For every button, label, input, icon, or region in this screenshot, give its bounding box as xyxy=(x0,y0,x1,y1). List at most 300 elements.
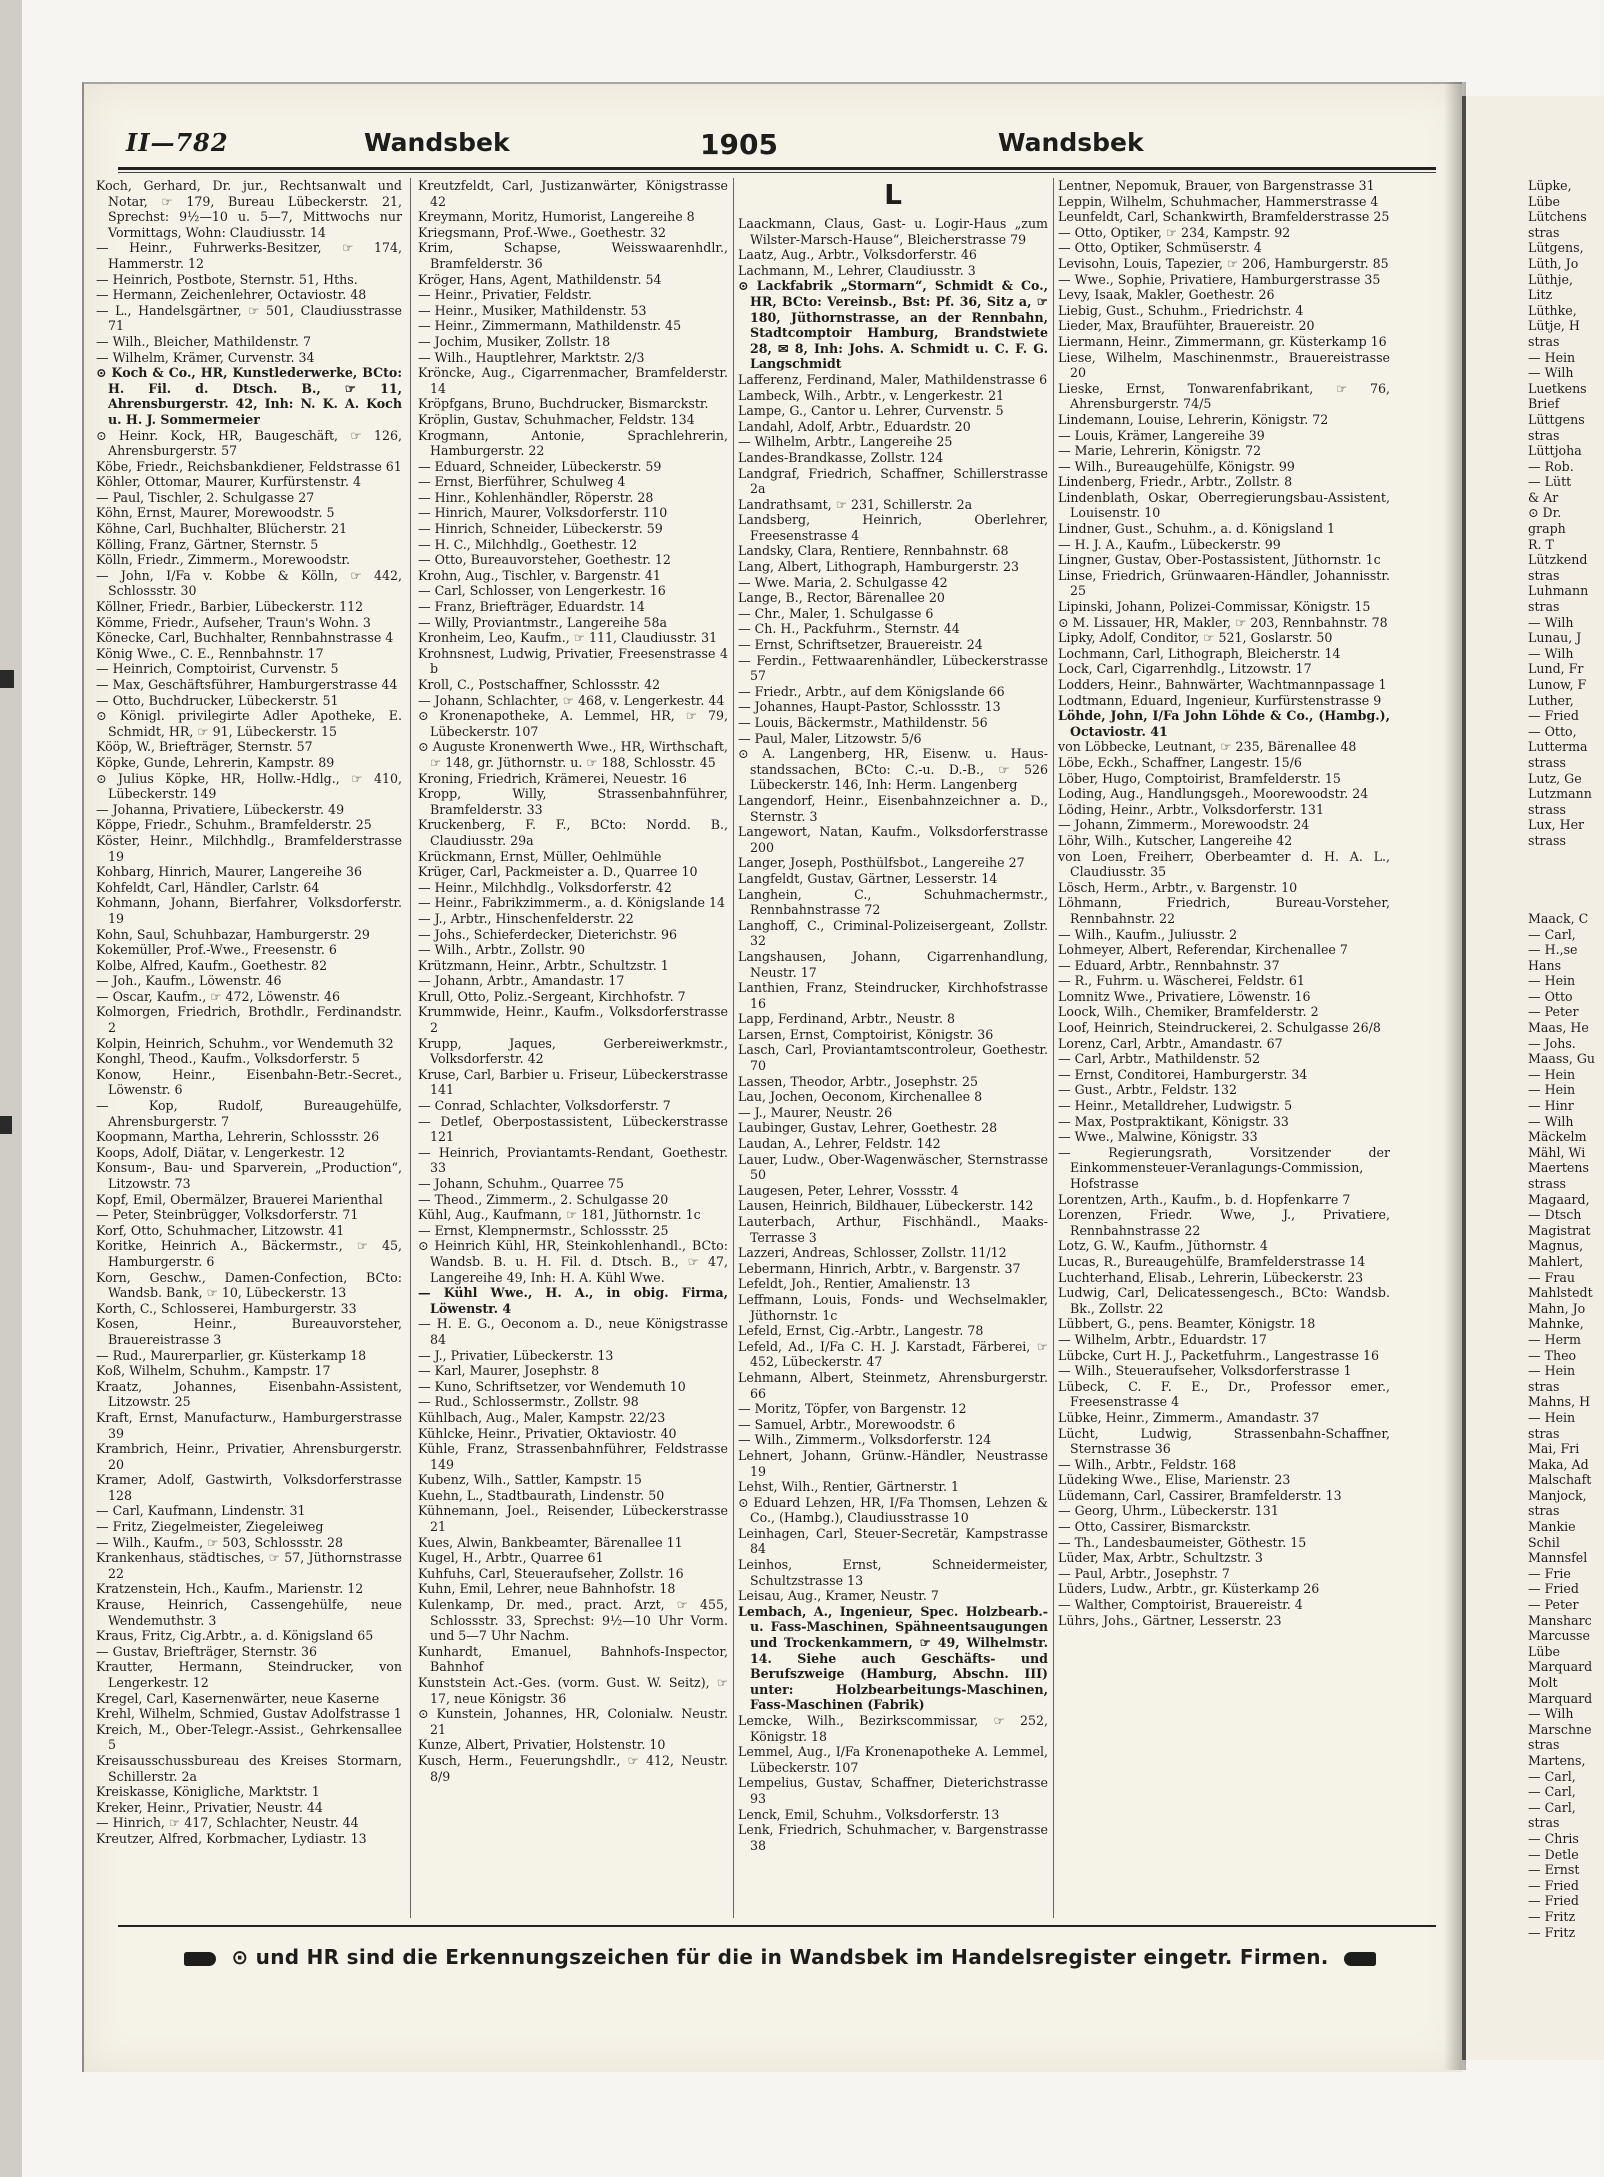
fragment-line: Magistrat xyxy=(1528,1222,1591,1238)
directory-entry: Lieske, Ernst, Tonwarenfabrikant, ☞ 76, Ahrensburgerstr. 74/5 xyxy=(1058,380,1390,412)
scan-mark xyxy=(0,1116,12,1134)
column-3-entries xyxy=(738,216,1048,1853)
directory-entry: — Moritz, Töpfer, von Bargenstr. 12 xyxy=(738,1401,967,1417)
directory-entry: Koopmann, Martha, Lehrerin, Schlossstr. 26 xyxy=(96,1129,380,1145)
directory-entry: Kokemüller, Prof.-Wwe., Freesenstr. 6 xyxy=(96,942,337,958)
directory-entry: Kusch, Herm., Feuerungshdlr., ☞ 412, Neustr. 8/9 xyxy=(418,1752,728,1784)
directory-entry: Liermann, Heinr., Zimmermann, gr. Küsterkamp 16 xyxy=(1058,333,1387,349)
directory-entry: — Wwe., Malwine, Königstr. 33 xyxy=(1058,1129,1258,1145)
fragment-line: Lüthke, xyxy=(1528,302,1577,318)
column-divider xyxy=(1053,178,1054,1918)
directory-entry: Leffmann, Louis, Fonds- und Wechselmakler, Jüthornstr. 1c xyxy=(738,1291,1048,1323)
directory-entry: — Heinr., Fabrikzimmerm., a. d. Königslande 14 xyxy=(418,895,726,911)
directory-entry: Lübke, Heinr., Zimmerm., Amandastr. 37 xyxy=(1058,1409,1320,1425)
directory-entry: Kulenkamp, Dr. med., pract. Arzt, ☞ 455, Schlossstr. 33, Sprechst: 9½—10 Uhr Vorm. und 5—7 Uhr Nachm. xyxy=(418,1597,728,1644)
fragment-line: — H.,se xyxy=(1528,942,1578,958)
directory-entry: Lehst, Wilh., Rentier, Gärtnerstr. 1 xyxy=(738,1479,959,1495)
directory-entry: — Heinrich, Postbote, Sternstr. 51, Hths. xyxy=(96,271,358,287)
fragment-line: — Carl, xyxy=(1528,926,1576,942)
directory-entry: — Carl, Schlosser, von Lengerkestr. 16 xyxy=(418,583,666,599)
directory-entry: — H. C., Milchhdlg., Goethestr. 12 xyxy=(418,536,638,552)
directory-entry: Lachmann, M., Lehrer, Claudiusstr. 3 xyxy=(738,262,976,278)
directory-entry: Kreker, Heinr., Privatier, Neustr. 44 xyxy=(96,1799,323,1815)
fragment-line: — Wilh xyxy=(1528,614,1574,630)
fragment-line: — Fried xyxy=(1528,1877,1579,1893)
directory-entry: Lanthien, Franz, Steindrucker, Kirchhofstrasse 16 xyxy=(738,980,1048,1011)
directory-entry: — Wilh., Bureaugehülfe, Königstr. 99 xyxy=(1058,458,1295,474)
fragment-line: Brief xyxy=(1528,396,1560,412)
fragment-line: — Hinr xyxy=(1528,1098,1574,1114)
directory-entry: Lüdemann, Carl, Cassirer, Bramfelderstr. 13 xyxy=(1058,1487,1342,1503)
directory-entry: — H. J. A., Kaufm., Lübeckerstr. 99 xyxy=(1058,536,1281,552)
fragment-line: graph xyxy=(1528,521,1566,537)
directory-entry: — J., Arbtr., Hinschenfelderstr. 22 xyxy=(418,910,634,926)
directory-entry: Loof, Heinrich, Steindruckerei, 2. Schulgasse 26/8 xyxy=(1058,1020,1381,1036)
footer-text: ⊙ und HR sind die Erkennungszeichen für die in Wandsbek im Handelsregister eingetr. Firmen. xyxy=(231,1945,1329,1969)
directory-entry: ⊙ Lackfabrik „Stormarn“, Schmidt & Co., HR, BCto: Vereinsb., Bst: Pf. 36, Sitz a, ☞ 180, Jüthornstrasse, an der Rennbahn, Stadtcomptoir Hamburg, Brandstwiete 28, ✉ 8, Inh: Johs. A. Schmidt u. C. F. G. Langschmidt xyxy=(738,278,1048,372)
directory-entry: Leisau, Aug., Kramer, Neustr. 7 xyxy=(738,1588,939,1604)
directory-entry: ⊙ M. Lissauer, HR, Makler, ☞ 203, Rennbahnstr. 78 xyxy=(1058,614,1388,630)
directory-entry: — Ernst, Conditorei, Hamburgerstr. 34 xyxy=(1058,1066,1308,1082)
directory-entry: Lohmeyer, Albert, Referendar, Kirchenallee 7 xyxy=(1058,942,1348,958)
fragment-line: — Hein xyxy=(1528,973,1576,989)
directory-entry: Löhmann, Friedrich, Bureau-Vorsteher, Rennbahnstr. 22 xyxy=(1058,895,1390,926)
fragment-line: R. T xyxy=(1528,536,1554,552)
fragment-line: Schil xyxy=(1528,1534,1560,1550)
fragment-line: Lutzmann xyxy=(1528,786,1592,802)
directory-entry: Liebig, Gust., Schuhm., Friedrichstr. 4 xyxy=(1058,302,1304,318)
directory-entry: ⊙ Eduard Lehzen, HR, I/Fa Thomsen, Lehzen & Co., (Hambg.), Claudiusstrasse 10 xyxy=(738,1494,1048,1526)
fragment-line: — Frie xyxy=(1528,1565,1571,1581)
directory-entry: Lau, Jochen, Oeconom, Kirchenallee 8 xyxy=(738,1089,983,1105)
directory-entry: — Louis, Krämer, Langereihe 39 xyxy=(1058,427,1265,443)
fragment-line: stras xyxy=(1528,1425,1560,1441)
directory-entry: Korf, Otto, Schuhmacher, Litzowstr. 41 xyxy=(96,1222,345,1238)
fragment-line: Maass, Gu xyxy=(1528,1051,1596,1067)
directory-entry: ⊙ Koch & Co., HR, Kunstlederwerke, BCto: H. Fil. d. Dtsch. B., ☞ 11, Ahrensburgerstr. 42, Inh: N. K. A. Koch u. H. J. Sommermeier xyxy=(96,365,402,427)
directory-entry: — Johannes, Haupt-Pastor, Schlossstr. 13 xyxy=(738,699,1001,715)
directory-entry: Krambrich, Heinr., Privatier, Ahrensburgerstr. 20 xyxy=(96,1441,402,1472)
directory-entry: — Max, Geschäftsführer, Hamburgerstrasse 44 xyxy=(96,677,398,692)
directory-entry: — Karl, Maurer, Josephstr. 8 xyxy=(418,1363,600,1379)
fragment-line: Mankie xyxy=(1528,1519,1576,1535)
directory-entry: Kröpfgans, Bruno, Buchdrucker, Bismarckstr. xyxy=(418,396,709,412)
directory-entry: — Otto, Bureauvorsteher, Goethestr. 12 xyxy=(418,552,671,568)
directory-entry: ⊙ A. Langenberg, HR, Eisenw. u. Haus-standssachen, BCto: C.-u. D.-B., ☞ 526 Lübeckerstr. 146, Inh: Herm. Langenberg xyxy=(738,746,1048,793)
directory-entry: Lassen, Theodor, Arbtr., Josephstr. 25 xyxy=(738,1073,978,1089)
fragment-line: stras xyxy=(1528,427,1560,443)
directory-entry: ⊙ Kunstein, Johannes, HR, Colonialw. Neustr. 21 xyxy=(418,1706,728,1737)
directory-entry: Leinhagen, Carl, Steuer-Secretär, Kampstrasse 84 xyxy=(738,1525,1048,1557)
directory-entry: Lodders, Heinr., Bahnwärter, Wachtmannpassage 1 xyxy=(1058,677,1387,692)
directory-entry: Kreich, M., Ober-Telegr.-Assist., Gehrkensallee 5 xyxy=(96,1721,402,1753)
directory-entry: ⊙ Auguste Kronenwerth Wwe., HR, Wirthschaft, ☞ 148, gr. Jüthornstr. u. ☞ 188, Schlosstr. 45 xyxy=(418,739,728,770)
directory-entry: — Wilh., Steueraufseher, Volksdorferstrasse 1 xyxy=(1058,1363,1352,1379)
fragment-line: — Wilh xyxy=(1528,365,1574,381)
fragment-line: — Fritz xyxy=(1528,1908,1576,1924)
directory-entry: Kubenz, Wilh., Sattler, Kampstr. 15 xyxy=(418,1472,642,1488)
fragment-line: Lunow, F xyxy=(1528,677,1587,692)
fragment-line: — Peter xyxy=(1528,1004,1579,1020)
directory-entry: Lindemann, Louise, Lehrerin, Königstr. 72 xyxy=(1058,411,1329,427)
fragment-line: — Dtsch xyxy=(1528,1207,1582,1223)
directory-entry: Lafferenz, Ferdinand, Maler, Mathildenstrasse 6 xyxy=(738,371,1048,387)
directory-entry: Kruckenberg, F. F., BCto: Nordd. B., Claudiusstr. 29a xyxy=(418,817,728,848)
directory-entry: Kölling, Franz, Gärtner, Sternstr. 5 xyxy=(96,536,319,552)
header-city-right: Wandsbek xyxy=(998,128,1144,157)
directory-entry: Kratzenstein, Hch., Kaufm., Marienstr. 12 xyxy=(96,1581,364,1597)
directory-entry: — Louis, Bäckermstr., Mathildenstr. 56 xyxy=(738,715,988,730)
fragment-line: Mähl, Wi xyxy=(1528,1144,1586,1160)
directory-entry: — Otto, Buchdrucker, Lübeckerstr. 51 xyxy=(96,692,339,708)
directory-entry: Lentner, Nepomuk, Brauer, von Bargenstrasse 31 xyxy=(1058,178,1375,193)
directory-entry: Lieder, Max, Braufühter, Brauereistr. 20 xyxy=(1058,318,1315,334)
fragment-line: Lux, Her xyxy=(1528,817,1585,833)
directory-entry: — J., Privatier, Lübeckerstr. 13 xyxy=(418,1347,614,1363)
directory-entry: — Ch. H., Packfuhrm., Sternstr. 44 xyxy=(738,621,960,637)
directory-entry: Köhn, Ernst, Maurer, Morewoodstr. 5 xyxy=(96,505,335,521)
directory-entry: Krüger, Carl, Packmeister a. D., Quarree 10 xyxy=(418,864,698,880)
directory-entry: Kreutzfeldt, Carl, Justizanwärter, Königstrasse 42 xyxy=(418,178,728,209)
scan-mark xyxy=(0,670,14,688)
fragment-line: — Fritz xyxy=(1528,1924,1576,1940)
directory-entry: Krehl, Wilhelm, Schmied, Gustav Adolfstrasse 1 xyxy=(96,1706,402,1722)
directory-entry: Kolmorgen, Friedrich, Brothdlr., Ferdinandstr. 2 xyxy=(96,1004,402,1036)
directory-entry: — Fritz, Ziegelmeister, Ziegeleiweg xyxy=(96,1519,324,1535)
directory-entry: — Rud., Schlossermstr., Zollstr. 98 xyxy=(418,1394,639,1410)
directory-entry: Kruse, Carl, Barbier u. Friseur, Lübeckerstrasse 141 xyxy=(418,1066,728,1098)
fragment-line: Maka, Ad xyxy=(1528,1456,1589,1472)
fragment-line: — Hein xyxy=(1528,1066,1576,1082)
directory-entry: Kööp, W., Briefträger, Sternstr. 57 xyxy=(96,739,313,755)
directory-entry: Korth, C., Schlosserei, Hamburgerstr. 33 xyxy=(96,1300,357,1316)
directory-entry: — Carl, Kaufmann, Lindenstr. 31 xyxy=(96,1503,306,1519)
directory-entry: Laackmann, Claus, Gast- u. Logir-Haus „zum Wilster-Marsch-Hause“, Bleicherstrasse 79 xyxy=(738,216,1048,247)
directory-entry: Lauer, Ludw., Ober-Wagenwäscher, Sternstrasse 50 xyxy=(738,1151,1048,1183)
directory-entry: Koritke, Heinrich A., Bäckermstr., ☞ 45, Hamburgerstr. 6 xyxy=(96,1238,402,1269)
directory-entry: Kraus, Fritz, Cig.Arbtr., a. d. Königsland 65 xyxy=(96,1628,374,1644)
directory-entry: Lenk, Friedrich, Schuhmacher, v. Bargenstrasse 38 xyxy=(738,1822,1048,1853)
directory-entry: Landsberg, Heinrich, Oberlehrer, Freesenstrasse 4 xyxy=(738,512,1048,543)
directory-entry: — Max, Postpraktikant, Königstr. 33 xyxy=(1058,1113,1289,1129)
directory-entry: Köppe, Friedr., Schuhm., Bramfelderstr. 25 xyxy=(96,817,372,833)
directory-entry: Konghl, Theod., Kaufm., Volksdorferstr. 5 xyxy=(96,1051,360,1067)
directory-entry: — Paul, Maler, Litzowstr. 5/6 xyxy=(738,730,922,746)
directory-entry: Krogmann, Antonie, Sprachlehrerin, Hamburgerstr. 22 xyxy=(418,427,728,459)
directory-entry: Koß, Wilhelm, Schuhm., Kampstr. 17 xyxy=(96,1363,331,1379)
directory-entry: Kregel, Carl, Kasernenwärter, neue Kaserne xyxy=(96,1690,380,1706)
directory-entry: Lingner, Gustav, Ober-Postassistent, Jüthornstr. 1c xyxy=(1058,552,1381,568)
directory-entry: — Kuno, Schriftsetzer, vor Wendemuth 10 xyxy=(418,1378,686,1394)
directory-entry: Levisohn, Louis, Tapezier, ☞ 206, Hamburgerstr. 85 xyxy=(1058,255,1389,271)
column-divider xyxy=(410,178,411,1918)
fragment-line: Lütgens, xyxy=(1528,240,1584,256)
fragment-line xyxy=(1528,849,1600,865)
fragment-line: Maas, He xyxy=(1528,1020,1589,1036)
directory-entry: — Ernst, Klempnermstr., Schlossstr. 25 xyxy=(418,1222,669,1238)
directory-entry: Kröger, Hans, Agent, Mathildenstr. 54 xyxy=(418,271,662,287)
directory-entry: Kramer, Adolf, Gastwirth, Volksdorferstrasse 128 xyxy=(96,1472,402,1503)
directory-entry: — Wilh., Hauptlehrer, Marktstr. 2/3 xyxy=(418,349,645,365)
directory-entry: Kohn, Saul, Schuhbazar, Hamburgerstr. 29 xyxy=(96,926,370,942)
directory-entry: — Heinr., Fuhrwerks-Besitzer, ☞ 174, Hammerstr. 12 xyxy=(96,240,402,271)
directory-entry: — Otto, Optiker, Schmüserstr. 4 xyxy=(1058,240,1262,256)
directory-entry: — Wilhelm, Arbtr., Eduardstr. 17 xyxy=(1058,1331,1267,1347)
fragment-line: Mahlstedt xyxy=(1528,1285,1593,1301)
directory-entry: Linse, Friedrich, Grünwaaren-Händler, Johannisstr. 25 xyxy=(1058,567,1390,599)
fragment-line: Magaard, xyxy=(1528,1191,1590,1207)
directory-entry: ⊙ Heinrich Kühl, HR, Steinkohlenhandl., BCto: Wandsb. B. u. H. Fil. d. Dtsch. B., ☞ 47, Langereihe 49, Inh: H. A. Kühl Wwe. xyxy=(418,1238,728,1285)
fragment-line: — Hein xyxy=(1528,1082,1576,1098)
directory-entry: Kröplin, Gustav, Schuhmacher, Feldstr. 134 xyxy=(418,411,695,427)
directory-entry: — Hinrich, ☞ 417, Schlachter, Neustr. 44 xyxy=(96,1815,359,1831)
directory-entry: Lotz, G. W., Kaufm., Jüthornstr. 4 xyxy=(1058,1238,1268,1254)
directory-entry: — H. E. G., Oeconom a. D., neue Königstrasse 84 xyxy=(418,1316,728,1347)
fragment-line xyxy=(1528,895,1600,911)
directory-entry: Lambeck, Wilh., Arbtr., v. Lengerkestr. 21 xyxy=(738,387,1005,403)
fragment-line xyxy=(1528,880,1600,896)
directory-entry: Lausen, Heinrich, Bildhauer, Lübeckerstr. 142 xyxy=(738,1198,1034,1214)
directory-entry: Kuhn, Emil, Lehrer, neue Bahnhofstr. 18 xyxy=(418,1581,676,1597)
directory-entry: Krohn, Aug., Tischler, v. Bargenstr. 41 xyxy=(418,567,661,583)
column-2 xyxy=(418,178,728,1918)
page-number: II—782 xyxy=(126,128,229,157)
directory-entry: — Samuel, Arbtr., Morewoodstr. 6 xyxy=(738,1416,956,1432)
fragment-line: Lützkend xyxy=(1528,552,1588,568)
directory-entry: Lenck, Emil, Schuhm., Volksdorferstr. 13 xyxy=(738,1806,1000,1822)
directory-entry: Leppin, Wilhelm, Schuhmacher, Hammerstrasse 4 xyxy=(1058,193,1379,209)
directory-entry: Krull, Otto, Poliz.-Sergeant, Kirchhofstr. 7 xyxy=(418,988,686,1004)
directory-entry: Kohmann, Johann, Bierfahrer, Volksdorferstr. 19 xyxy=(96,895,402,926)
fragment-line: Mäckelm xyxy=(1528,1129,1587,1145)
fragment-line: Lutz, Ge xyxy=(1528,770,1582,786)
directory-entry: Kosen, Heinr., Bureauvorsteher, Brauereistrasse 3 xyxy=(96,1316,402,1347)
directory-entry: — Johann, Arbtr., Amandastr. 17 xyxy=(418,973,625,989)
fragment-line: Luetkens xyxy=(1528,380,1587,396)
header-rule-thin xyxy=(118,172,1436,173)
directory-entry: — John, I/Fa v. Kobbe & Kölln, ☞ 442, Schlossstr. 30 xyxy=(96,567,402,599)
directory-entry: — Kühl Wwe., H. A., in obig. Firma, Löwenstr. 4 xyxy=(418,1285,728,1316)
fragment-line: Martens, xyxy=(1528,1752,1586,1768)
directory-entry: — Franz, Briefträger, Eduardstr. 14 xyxy=(418,599,645,615)
directory-entry: Krim, Schapse, Weisswaarenhdlr., Bramfelderstr. 36 xyxy=(418,240,728,271)
directory-entry: Langer, Joseph, Posthülfsbot., Langereihe 27 xyxy=(738,855,1025,871)
directory-entry: — Hinr., Kohlenhändler, Röperstr. 28 xyxy=(418,489,654,505)
directory-entry: Kolpin, Heinrich, Schuhm., vor Wendemuth 32 xyxy=(96,1035,394,1051)
directory-entry: Lasch, Carl, Proviantamtscontroleur, Goethestr. 70 xyxy=(738,1042,1048,1074)
directory-entry: — Paul, Arbtr., Josephstr. 7 xyxy=(1058,1565,1230,1581)
directory-entry: — Eduard, Arbtr., Rennbahnstr. 37 xyxy=(1058,957,1280,973)
fragment-line: Marcusse xyxy=(1528,1628,1590,1644)
running-header xyxy=(118,128,1436,166)
fragment-line: Lübe xyxy=(1528,193,1560,209)
directory-entry: ⊙ Kronenapotheke, A. Lemmel, HR, ☞ 79, Lübeckerstr. 107 xyxy=(418,708,728,739)
directory-entry: Laugesen, Peter, Lehrer, Vossstr. 4 xyxy=(738,1182,959,1198)
directory-entry: Kunhardt, Emanuel, Bahnhofs-Inspector, Bahnhof xyxy=(418,1643,728,1675)
directory-entry: Koch, Gerhard, Dr. jur., Rechtsanwalt und Notar, ☞ 179, Bureau Lübeckerstr. 21, Sprechst: 9½—10 u. 5—7, Mittwochs nur Vormittags, Wohn: Claudiusstr. 14 xyxy=(96,178,402,240)
directory-entry: — Otto, Optiker, ☞ 234, Kampstr. 92 xyxy=(1058,224,1291,240)
fragment-line: — Chris xyxy=(1528,1830,1579,1846)
directory-entry: Lindenblath, Oskar, Oberregierungsbau-Assistent, Louisenstr. 10 xyxy=(1058,489,1390,521)
directory-entry: — Oscar, Kaufm., ☞ 472, Löwenstr. 46 xyxy=(96,988,341,1004)
directory-entry: — Theod., Zimmerm., 2. Schulgasse 20 xyxy=(418,1191,669,1207)
pointing-hand-icon xyxy=(1344,1952,1376,1966)
fragment-line: — Theo xyxy=(1528,1347,1577,1363)
fragment-line: — Hein xyxy=(1528,1363,1576,1379)
directory-entry: — Friedr., Arbtr., auf dem Königslande 66 xyxy=(738,683,1005,699)
fragment-line: Lüttjoha xyxy=(1528,443,1582,459)
directory-entry: Krupp, Jaques, Gerbereiwerkmstr., Volksdorferstr. 42 xyxy=(418,1035,728,1067)
directory-entry: Lomnitz Wwe., Privatiere, Löwenstr. 16 xyxy=(1058,988,1311,1004)
directory-entry: — Hinrich, Maurer, Volksdorferstr. 110 xyxy=(418,505,668,521)
fragment-line: — Wilh xyxy=(1528,645,1574,661)
directory-entry: — Peter, Steinbrügger, Volksdorferstr. 71 xyxy=(96,1207,359,1223)
fragment-line: Lüth, Jo xyxy=(1528,255,1579,271)
fragment-line: — Johs. xyxy=(1528,1035,1576,1051)
directory-entry: Lüders, Ludw., Arbtr., gr. Küsterkamp 26 xyxy=(1058,1581,1320,1597)
directory-entry: Könecke, Carl, Buchhalter, Rennbahnstrasse 4 xyxy=(96,630,394,646)
directory-entry: — Johanna, Privatiere, Lübeckerstr. 49 xyxy=(96,801,345,817)
directory-entry: Kunze, Albert, Privatier, Holstenstr. 10 xyxy=(418,1737,666,1753)
directory-entry: Korn, Geschw., Damen-Confection, BCto: Wandsb. Bank, ☞ 10, Lübeckerstr. 13 xyxy=(96,1269,402,1301)
directory-entry: Lock, Carl, Cigarrenhdlg., Litzowstr. 17 xyxy=(1058,661,1312,677)
directory-entry: — Conrad, Schlachter, Volksdorferstr. 7 xyxy=(418,1098,671,1114)
directory-entry: — Gust., Arbtr., Feldstr. 132 xyxy=(1058,1082,1237,1098)
fragment-line: Malschaft xyxy=(1528,1472,1592,1488)
directory-entry: Kropp, Willy, Strassenbahnführer, Bramfelderstr. 33 xyxy=(418,786,728,817)
directory-entry: Lübcke, Curt H. J., Packetfuhrm., Langestrasse 16 xyxy=(1058,1347,1380,1363)
directory-entry: Lazzeri, Andreas, Schlosser, Zollstr. 11/12 xyxy=(738,1245,1007,1261)
fragment-line: Litz xyxy=(1528,287,1553,303)
directory-entry: Leunfeldt, Carl, Schankwirth, Bramfelderstrasse 25 xyxy=(1058,209,1390,225)
directory-entry: — Wwe. Maria, 2. Schulgasse 42 xyxy=(738,574,948,590)
directory-entry: — Th., Landesbaumeister, Göthestr. 15 xyxy=(1058,1534,1307,1550)
directory-entry: — Jochim, Musiker, Zollstr. 18 xyxy=(418,333,611,349)
directory-entry: Lange, B., Rector, Bärenallee 20 xyxy=(738,590,945,606)
directory-entry: — Hermann, Zeichenlehrer, Octaviostr. 48 xyxy=(96,287,367,303)
fragment-line: stras xyxy=(1528,599,1560,615)
directory-entry: Löding, Heinr., Arbtr., Volksdorferstr. 131 xyxy=(1058,801,1324,817)
directory-entry: ⊙ Heinr. Kock, HR, Baugeschäft, ☞ 126, Ahrensburgerstr. 57 xyxy=(96,427,402,459)
fragment-line: — Otto xyxy=(1528,988,1573,1004)
directory-entry: Köhler, Ottomar, Maurer, Kurfürstenstr. 4 xyxy=(96,474,361,490)
directory-entry: Kühnemann, Joel., Reisender, Lübeckerstrasse 21 xyxy=(418,1503,728,1535)
directory-entry: Kriegsmann, Prof.-Wwe., Goethestr. 32 xyxy=(418,224,667,240)
fragment-line: Mahn, Jo xyxy=(1528,1300,1586,1316)
directory-entry: Kölln, Friedr., Zimmerm., Morewoodstr. xyxy=(96,552,350,568)
fragment-line: stras xyxy=(1528,1503,1560,1519)
directory-entry: Lapp, Ferdinand, Arbtr., Neustr. 8 xyxy=(738,1011,956,1027)
directory-entry: Lemmel, Aug., I/Fa Kronenapotheke A. Lemmel, Lübeckerstr. 107 xyxy=(738,1744,1048,1775)
directory-entry: Lemcke, Wilh., Bezirkscommissar, ☞ 252, Königstr. 18 xyxy=(738,1713,1048,1744)
page-gutter xyxy=(1444,82,1466,2070)
directory-entry: Lindenberg, Friedr., Arbtr., Zollstr. 8 xyxy=(1058,474,1293,490)
directory-entry: — Willy, Proviantmstr., Langereihe 58a xyxy=(418,614,667,630)
fragment-line: Maack, C xyxy=(1528,910,1589,926)
directory-entry: Landes-Brandkasse, Zollstr. 124 xyxy=(738,449,944,465)
fragment-line: Lutterma xyxy=(1528,739,1588,755)
fragment-line: Lüpke, xyxy=(1528,178,1572,193)
directory-entry: Köllner, Friedr., Barbier, Lübeckerstr. 112 xyxy=(96,599,364,615)
directory-entry: Löhde, John, I/Fa John Löhde & Co., (Hambg.), Octaviostr. 41 xyxy=(1058,708,1390,739)
fragment-line: stras xyxy=(1528,224,1560,240)
directory-entry: Langewort, Natan, Kaufm., Volksdorferstrasse 200 xyxy=(738,824,1048,855)
directory-entry: Kreisausschussbureau des Kreises Stormarn, Schillerstr. 2a xyxy=(96,1752,402,1784)
directory-entry: Lucas, R., Bureaugehülfe, Bramfelderstrasse 14 xyxy=(1058,1253,1366,1269)
fragment-line: Manjock, xyxy=(1528,1487,1587,1503)
directory-entry: Lampe, G., Cantor u. Lehrer, Curvenstr. 5 xyxy=(738,403,1004,419)
directory-entry: Landsky, Clara, Rentiere, Rennbahnstr. 68 xyxy=(738,543,1009,559)
directory-entry: Kühle, Franz, Strassenbahnführer, Feldstrasse 149 xyxy=(418,1441,728,1472)
fragment-line: Luther, xyxy=(1528,692,1574,708)
directory-entry: — Joh., Kaufm., Löwenstr. 46 xyxy=(96,973,282,989)
directory-entry: — Ernst, Schriftsetzer, Brauereistr. 24 xyxy=(738,637,983,653)
fragment-line: Mahlert, xyxy=(1528,1253,1584,1269)
directory-entry: — Regierungsrath, Vorsitzender der Einkommensteuer-Veranlagungs-Commission, Hofstrasse xyxy=(1058,1144,1390,1191)
directory-entry: Larsen, Ernst, Comptoirist, Königstr. 36 xyxy=(738,1026,994,1042)
fragment-line: stras xyxy=(1528,567,1560,583)
footer-note xyxy=(130,1945,1430,1973)
directory-entry: Langshausen, Johann, Cigarrenhandlung, Neustr. 17 xyxy=(738,948,1048,980)
directory-entry: Kohfeldt, Carl, Händler, Carlstr. 64 xyxy=(96,879,320,895)
column-3 xyxy=(738,178,1048,1918)
directory-entry: — Heinr., Musiker, Mathildenstr. 53 xyxy=(418,302,647,318)
directory-entry: Lipinski, Johann, Polizei-Commissar, Königstr. 15 xyxy=(1058,599,1371,615)
fragment-line: Lüthje, xyxy=(1528,271,1574,287)
directory-entry: Lorenz, Carl, Arbtr., Amandastr. 67 xyxy=(1058,1035,1283,1051)
column-divider xyxy=(733,178,734,1918)
directory-entry: Laubinger, Gustav, Lehrer, Goethestr. 28 xyxy=(738,1120,998,1136)
directory-entry: — Johann, Zimmerm., Morewoodstr. 24 xyxy=(1058,817,1310,833)
directory-entry: ⊙ Julius Köpke, HR, Hollw.-Hdlg., ☞ 410, Lübeckerstr. 149 xyxy=(96,770,402,802)
fragment-line: — Frau xyxy=(1528,1269,1575,1285)
directory-entry: Lehnert, Johann, Grünw.-Händler, Neustrasse 19 xyxy=(738,1447,1048,1479)
directory-entry: Loock, Wilh., Chemiker, Bramfelderstr. 2 xyxy=(1058,1004,1319,1020)
directory-entry: von Löbbecke, Leutnant, ☞ 235, Bärenallee 48 xyxy=(1058,739,1357,755)
directory-entry: Kühl, Aug., Kaufmann, ☞ 181, Jüthornstr. 1c xyxy=(418,1207,701,1223)
fragment-line: strass xyxy=(1528,1176,1566,1191)
fragment-line: strass xyxy=(1528,832,1566,848)
directory-entry: Krummwide, Heinr., Kaufm., Volksdorferstrasse 2 xyxy=(418,1004,728,1036)
fragment-line: — Ernst xyxy=(1528,1862,1580,1878)
fragment-line: Mansharc xyxy=(1528,1612,1592,1628)
directory-entry: Lübeck, C. F. E., Dr., Professor emer., Freesenstrasse 4 xyxy=(1058,1378,1390,1410)
header-city-left: Wandsbek xyxy=(364,128,510,157)
directory-entry: — Marie, Lehrerin, Königstr. 72 xyxy=(1058,443,1262,459)
directory-entry: Kuhfuhs, Carl, Steueraufseher, Zollstr. 16 xyxy=(418,1565,684,1581)
directory-entry: — Wilh., Arbtr., Feldstr. 168 xyxy=(1058,1456,1237,1472)
directory-entry: Lübbert, G., pens. Beamter, Königstr. 18 xyxy=(1058,1316,1316,1332)
column-1 xyxy=(96,178,402,1918)
directory-entry: — Wilh., Kaufm., Juliusstr. 2 xyxy=(1058,926,1238,942)
fragment-line: strass xyxy=(1528,801,1566,817)
directory-entry: Kroll, C., Postschaffner, Schlossstr. 42 xyxy=(418,677,661,692)
directory-entry: Langhoff, C., Criminal-Polizeisergeant, Zollstr. 32 xyxy=(738,917,1048,949)
directory-entry: — Heinrich, Comptoirist, Curvenstr. 5 xyxy=(96,661,339,677)
directory-entry: Lorentzen, Arth., Kaufm., b. d. Hopfenkarre 7 xyxy=(1058,1191,1351,1207)
fragment-line: — Carl, xyxy=(1528,1784,1576,1800)
directory-entry: — Ferdin., Fettwaarenhändler, Lübeckerstrasse 57 xyxy=(738,652,1048,684)
fragment-line: & Ar xyxy=(1528,489,1559,505)
fragment-line: — Carl, xyxy=(1528,1768,1576,1784)
directory-entry: — Wilh., Arbtr., Zollstr. 90 xyxy=(418,942,585,958)
fragment-line: — Carl, xyxy=(1528,1799,1576,1815)
directory-entry: Lindner, Gust., Schuhm., a. d. Königsland 1 xyxy=(1058,521,1336,537)
directory-entry: Lührs, Johs., Gärtner, Lesserstr. 23 xyxy=(1058,1612,1282,1628)
fragment-line: Hans xyxy=(1528,957,1562,973)
directory-entry: Krankenhaus, städtisches, ☞ 57, Jüthornstrasse 22 xyxy=(96,1550,402,1581)
directory-entry: — Wilh., Bleicher, Mathildenstr. 7 xyxy=(96,333,311,349)
